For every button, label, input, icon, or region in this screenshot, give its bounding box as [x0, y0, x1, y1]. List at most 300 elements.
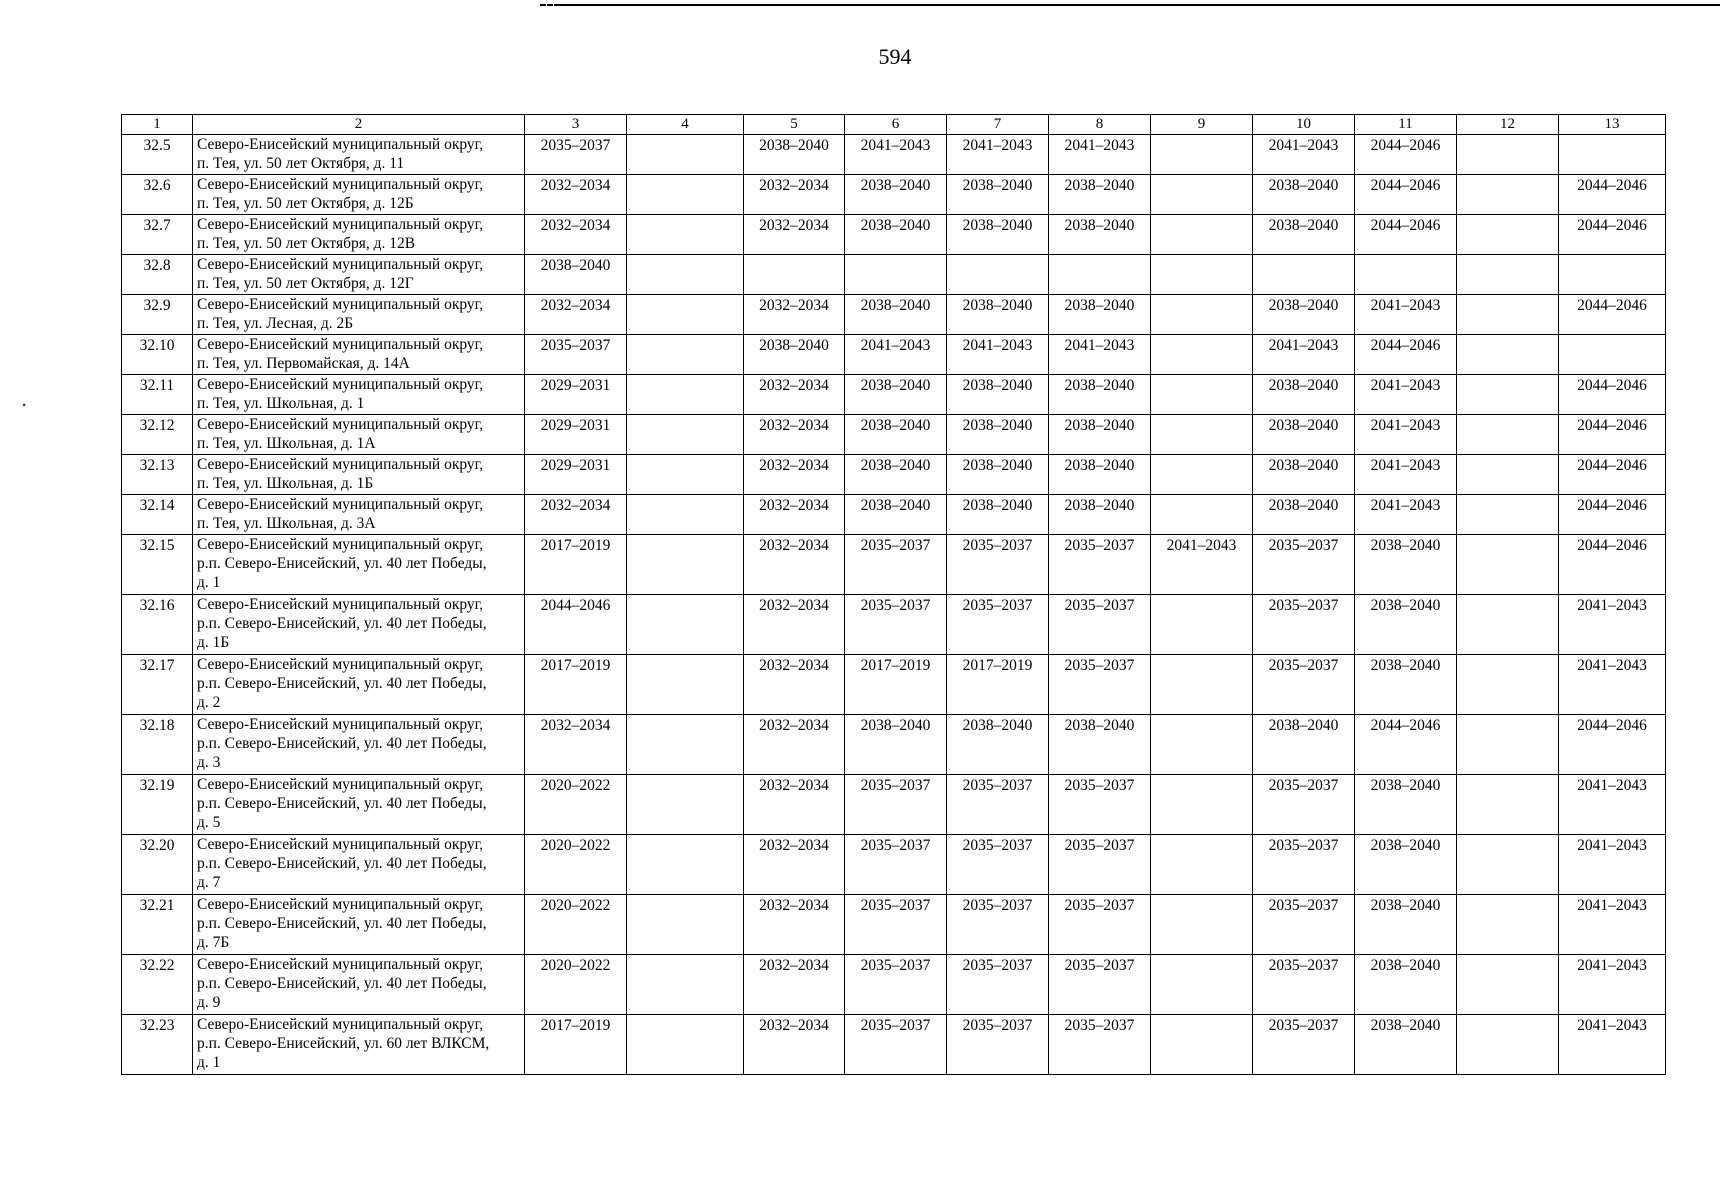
address-cell — [193, 375, 525, 415]
address-line: Северо-Енисейский муниципальный округ, — [197, 836, 484, 853]
address-line: Северо-Енисейский муниципальный округ, — [197, 136, 484, 153]
period-cell-c12 — [1457, 335, 1559, 375]
period-cell-c9 — [1151, 135, 1253, 175]
period-cell-c10: 2038–2040 — [1253, 295, 1355, 335]
period-cell-c13: 2041–2043 — [1559, 955, 1666, 1015]
period-cell-c8: 2035–2037 — [1049, 1015, 1151, 1075]
period-cell-c5: 2032–2034 — [744, 215, 845, 255]
period-cell-c3: 2035–2037 — [525, 335, 627, 375]
address-line: п. Тея, ул. 50 лет Октября, д. 12Г — [197, 275, 414, 292]
period-cell-c13: 2044–2046 — [1559, 215, 1666, 255]
row-number: 32.17 — [122, 655, 193, 715]
period-cell-c8: 2035–2037 — [1049, 655, 1151, 715]
period-cell-c6 — [845, 255, 947, 295]
table-row — [122, 135, 1666, 175]
address-line: р.п. Северо-Енисейский, ул. 40 лет Победы, — [197, 915, 487, 932]
period-cell-c11: 2038–2040 — [1355, 895, 1457, 955]
period-cell-c13: 2044–2046 — [1559, 295, 1666, 335]
address-line: р.п. Северо-Енисейский, ул. 40 лет Победы, — [197, 615, 487, 632]
period-cell-c3: 2020–2022 — [525, 775, 627, 835]
period-cell-c11: 2038–2040 — [1355, 655, 1457, 715]
period-cell-c4 — [627, 495, 744, 535]
period-cell-c4 — [627, 455, 744, 495]
period-cell-c10: 2035–2037 — [1253, 655, 1355, 715]
period-cell-c10: 2035–2037 — [1253, 955, 1355, 1015]
row-number: 32.22 — [122, 955, 193, 1015]
period-cell-c12 — [1457, 375, 1559, 415]
address-line: р.п. Северо-Енисейский, ул. 40 лет Победы, — [197, 735, 487, 752]
period-cell-c10: 2038–2040 — [1253, 415, 1355, 455]
address-line: д. 1 — [197, 1054, 221, 1071]
address-line: Северо-Енисейский муниципальный округ, — [197, 896, 484, 913]
period-cell-c8: 2041–2043 — [1049, 335, 1151, 375]
row-number: 32.7 — [122, 215, 193, 255]
period-cell-c13: 2041–2043 — [1559, 835, 1666, 895]
table-body — [122, 135, 1666, 1075]
period-cell-c6: 2035–2037 — [845, 955, 947, 1015]
period-cell-c6: 2038–2040 — [845, 295, 947, 335]
period-cell-c13 — [1559, 255, 1666, 295]
period-cell-c12 — [1457, 895, 1559, 955]
row-number: 32.16 — [122, 595, 193, 655]
period-cell-c3: 2020–2022 — [525, 835, 627, 895]
address-line: Северо-Енисейский муниципальный округ, — [197, 596, 484, 613]
address-line: п. Тея, ул. Школьная, д. 3А — [197, 515, 376, 532]
period-cell-c11: 2041–2043 — [1355, 455, 1457, 495]
row-number: 32.5 — [122, 135, 193, 175]
period-cell-c6: 2038–2040 — [845, 415, 947, 455]
table-row — [122, 215, 1666, 255]
period-cell-c8: 2038–2040 — [1049, 495, 1151, 535]
address-cell — [193, 775, 525, 835]
period-cell-c13: 2041–2043 — [1559, 895, 1666, 955]
table-row — [122, 595, 1666, 655]
period-cell-c7: 2038–2040 — [947, 175, 1049, 215]
period-cell-c8: 2038–2040 — [1049, 215, 1151, 255]
period-cell-c12 — [1457, 655, 1559, 715]
address-cell — [193, 1015, 525, 1075]
period-cell-c6: 2035–2037 — [845, 1015, 947, 1075]
address-line: п. Тея, ул. Школьная, д. 1А — [197, 435, 376, 452]
address-line: д. 1 — [197, 574, 221, 591]
row-number: 32.14 — [122, 495, 193, 535]
period-cell-c9 — [1151, 835, 1253, 895]
address-cell — [193, 215, 525, 255]
period-cell-c7: 2038–2040 — [947, 215, 1049, 255]
address-line: п. Тея, ул. Школьная, д. 1 — [197, 395, 365, 412]
period-cell-c3: 2032–2034 — [525, 295, 627, 335]
period-cell-c10: 2038–2040 — [1253, 455, 1355, 495]
period-cell-c4 — [627, 175, 744, 215]
period-cell-c5: 2032–2034 — [744, 375, 845, 415]
period-cell-c5: 2032–2034 — [744, 715, 845, 775]
period-cell-c8: 2038–2040 — [1049, 375, 1151, 415]
period-cell-c6: 2038–2040 — [845, 215, 947, 255]
table-row — [122, 415, 1666, 455]
column-header: 10 — [1253, 115, 1355, 135]
period-cell-c4 — [627, 595, 744, 655]
period-cell-c10: 2035–2037 — [1253, 1015, 1355, 1075]
period-cell-c5: 2032–2034 — [744, 295, 845, 335]
table-row — [122, 375, 1666, 415]
address-line: п. Тея, ул. 50 лет Октября, д. 11 — [197, 155, 405, 172]
period-cell-c3: 2032–2034 — [525, 715, 627, 775]
period-cell-c8: 2038–2040 — [1049, 715, 1151, 775]
period-cell-c10: 2035–2037 — [1253, 775, 1355, 835]
row-number: 32.6 — [122, 175, 193, 215]
period-cell-c5: 2032–2034 — [744, 175, 845, 215]
period-cell-c6: 2038–2040 — [845, 175, 947, 215]
period-cell-c9 — [1151, 595, 1253, 655]
period-cell-c11: 2041–2043 — [1355, 295, 1457, 335]
period-cell-c3: 2035–2037 — [525, 135, 627, 175]
address-line: Северо-Енисейский муниципальный округ, — [197, 416, 484, 433]
period-cell-c4 — [627, 955, 744, 1015]
period-cell-c6: 2035–2037 — [845, 535, 947, 595]
period-cell-c12 — [1457, 135, 1559, 175]
address-line: Северо-Енисейский муниципальный округ, — [197, 656, 484, 673]
table-row — [122, 295, 1666, 335]
period-cell-c10 — [1253, 255, 1355, 295]
period-cell-c12 — [1457, 255, 1559, 295]
period-cell-c6: 2038–2040 — [845, 375, 947, 415]
address-cell — [193, 955, 525, 1015]
address-line: Северо-Енисейский муниципальный округ, — [197, 176, 484, 193]
period-cell-c5: 2032–2034 — [744, 835, 845, 895]
period-cell-c12 — [1457, 175, 1559, 215]
period-cell-c4 — [627, 335, 744, 375]
address-line: Северо-Енисейский муниципальный округ, — [197, 776, 484, 793]
period-cell-c6: 2035–2037 — [845, 895, 947, 955]
table-row — [122, 535, 1666, 595]
period-cell-c7: 2035–2037 — [947, 955, 1049, 1015]
period-cell-c13: 2044–2046 — [1559, 375, 1666, 415]
row-number: 32.8 — [122, 255, 193, 295]
period-cell-c7: 2038–2040 — [947, 295, 1049, 335]
period-cell-c6: 2017–2019 — [845, 655, 947, 715]
period-cell-c7: 2038–2040 — [947, 455, 1049, 495]
period-cell-c4 — [627, 375, 744, 415]
address-cell — [193, 715, 525, 775]
period-cell-c13: 2041–2043 — [1559, 1015, 1666, 1075]
period-cell-c8: 2041–2043 — [1049, 135, 1151, 175]
table-row — [122, 895, 1666, 955]
address-line: Северо-Енисейский муниципальный округ, — [197, 456, 484, 473]
address-line: Северо-Енисейский муниципальный округ, — [197, 216, 484, 233]
period-cell-c9 — [1151, 455, 1253, 495]
address-line: р.п. Северо-Енисейский, ул. 40 лет Победы, — [197, 855, 487, 872]
row-number: 32.23 — [122, 1015, 193, 1075]
period-cell-c12 — [1457, 455, 1559, 495]
period-cell-c7: 2041–2043 — [947, 335, 1049, 375]
table-row — [122, 655, 1666, 715]
period-cell-c9 — [1151, 255, 1253, 295]
period-cell-c12 — [1457, 495, 1559, 535]
address-cell — [193, 135, 525, 175]
table-row — [122, 335, 1666, 375]
period-cell-c4 — [627, 415, 744, 455]
period-cell-c9 — [1151, 495, 1253, 535]
period-cell-c11: 2044–2046 — [1355, 215, 1457, 255]
period-cell-c4 — [627, 535, 744, 595]
table-row — [122, 955, 1666, 1015]
period-cell-c5: 2038–2040 — [744, 335, 845, 375]
period-cell-c7: 2038–2040 — [947, 415, 1049, 455]
period-cell-c5: 2032–2034 — [744, 775, 845, 835]
address-line: д. 7Б — [197, 934, 230, 951]
address-line: Северо-Енисейский муниципальный округ, — [197, 336, 484, 353]
period-cell-c13: 2041–2043 — [1559, 595, 1666, 655]
period-cell-c9 — [1151, 295, 1253, 335]
period-cell-c12 — [1457, 775, 1559, 835]
address-line: Северо-Енисейский муниципальный округ, — [197, 296, 484, 313]
row-number: 32.9 — [122, 295, 193, 335]
column-header: 6 — [845, 115, 947, 135]
address-line: д. 5 — [197, 814, 221, 831]
period-cell-c4 — [627, 135, 744, 175]
table-row — [122, 715, 1666, 775]
address-cell — [193, 175, 525, 215]
column-header: 5 — [744, 115, 845, 135]
period-cell-c10: 2035–2037 — [1253, 895, 1355, 955]
period-cell-c9 — [1151, 375, 1253, 415]
row-number: 32.11 — [122, 375, 193, 415]
period-cell-c9 — [1151, 895, 1253, 955]
column-header: 12 — [1457, 115, 1559, 135]
period-cell-c7: 2038–2040 — [947, 715, 1049, 775]
address-cell — [193, 255, 525, 295]
period-cell-c13: 2044–2046 — [1559, 715, 1666, 775]
column-header: 8 — [1049, 115, 1151, 135]
period-cell-c8: 2035–2037 — [1049, 955, 1151, 1015]
period-cell-c3: 2017–2019 — [525, 1015, 627, 1075]
period-cell-c5: 2032–2034 — [744, 655, 845, 715]
address-line: д. 7 — [197, 874, 221, 891]
table-row — [122, 175, 1666, 215]
table-row — [122, 775, 1666, 835]
period-cell-c11: 2041–2043 — [1355, 375, 1457, 415]
address-line: Северо-Енисейский муниципальный округ, — [197, 956, 484, 973]
period-cell-c11 — [1355, 255, 1457, 295]
period-cell-c4 — [627, 215, 744, 255]
period-cell-c11: 2038–2040 — [1355, 595, 1457, 655]
period-cell-c8: 2038–2040 — [1049, 175, 1151, 215]
period-cell-c8 — [1049, 255, 1151, 295]
period-cell-c4 — [627, 775, 744, 835]
period-cell-c9 — [1151, 1015, 1253, 1075]
period-cell-c10: 2035–2037 — [1253, 835, 1355, 895]
address-cell — [193, 335, 525, 375]
table-row — [122, 495, 1666, 535]
period-cell-c5: 2032–2034 — [744, 1015, 845, 1075]
column-header: 11 — [1355, 115, 1457, 135]
address-line: д. 9 — [197, 994, 221, 1011]
period-cell-c9 — [1151, 415, 1253, 455]
period-cell-c7: 2017–2019 — [947, 655, 1049, 715]
period-cell-c9 — [1151, 335, 1253, 375]
period-cell-c4 — [627, 895, 744, 955]
period-cell-c6: 2041–2043 — [845, 135, 947, 175]
period-cell-c8: 2035–2037 — [1049, 775, 1151, 835]
schedule-table — [121, 114, 1666, 1075]
period-cell-c7: 2038–2040 — [947, 375, 1049, 415]
period-cell-c13: 2044–2046 — [1559, 535, 1666, 595]
period-cell-c9 — [1151, 775, 1253, 835]
period-cell-c13 — [1559, 135, 1666, 175]
period-cell-c11: 2044–2046 — [1355, 715, 1457, 775]
period-cell-c11: 2038–2040 — [1355, 1015, 1457, 1075]
period-cell-c11: 2041–2043 — [1355, 415, 1457, 455]
column-header: 3 — [525, 115, 627, 135]
address-line: п. Тея, ул. Школьная, д. 1Б — [197, 475, 374, 492]
period-cell-c11: 2044–2046 — [1355, 135, 1457, 175]
period-cell-c7: 2035–2037 — [947, 775, 1049, 835]
period-cell-c6: 2041–2043 — [845, 335, 947, 375]
period-cell-c10: 2035–2037 — [1253, 595, 1355, 655]
address-line: р.п. Северо-Енисейский, ул. 40 лет Победы, — [197, 555, 487, 572]
address-line: р.п. Северо-Енисейский, ул. 40 лет Победы, — [197, 795, 487, 812]
period-cell-c10: 2038–2040 — [1253, 215, 1355, 255]
period-cell-c12 — [1457, 295, 1559, 335]
period-cell-c3: 2032–2034 — [525, 215, 627, 255]
period-cell-c13: 2041–2043 — [1559, 655, 1666, 715]
period-cell-c3: 2038–2040 — [525, 255, 627, 295]
period-cell-c9 — [1151, 955, 1253, 1015]
period-cell-c6: 2035–2037 — [845, 595, 947, 655]
address-line: п. Тея, ул. Первомайская, д. 14А — [197, 355, 410, 372]
address-cell — [193, 655, 525, 715]
period-cell-c8: 2035–2037 — [1049, 595, 1151, 655]
period-cell-c11: 2044–2046 — [1355, 335, 1457, 375]
period-cell-c12 — [1457, 835, 1559, 895]
address-line: р.п. Северо-Енисейский, ул. 40 лет Победы, — [197, 975, 487, 992]
period-cell-c12 — [1457, 215, 1559, 255]
period-cell-c4 — [627, 655, 744, 715]
period-cell-c11: 2038–2040 — [1355, 835, 1457, 895]
address-cell — [193, 895, 525, 955]
period-cell-c7: 2038–2040 — [947, 495, 1049, 535]
column-header: 13 — [1559, 115, 1666, 135]
address-cell — [193, 595, 525, 655]
period-cell-c10: 2038–2040 — [1253, 175, 1355, 215]
table-row — [122, 835, 1666, 895]
period-cell-c9: 2041–2043 — [1151, 535, 1253, 595]
period-cell-c4 — [627, 1015, 744, 1075]
address-line: п. Тея, ул. 50 лет Октября, д. 12В — [197, 235, 416, 252]
period-cell-c5: 2032–2034 — [744, 495, 845, 535]
period-cell-c6: 2035–2037 — [845, 835, 947, 895]
period-cell-c4 — [627, 835, 744, 895]
address-line: Северо-Енисейский муниципальный округ, — [197, 536, 484, 553]
address-cell — [193, 415, 525, 455]
row-number: 32.19 — [122, 775, 193, 835]
address-line: Северо-Енисейский муниципальный округ, — [197, 496, 484, 513]
row-number: 32.20 — [122, 835, 193, 895]
period-cell-c12 — [1457, 715, 1559, 775]
period-cell-c7: 2035–2037 — [947, 595, 1049, 655]
period-cell-c3: 2017–2019 — [525, 655, 627, 715]
period-cell-c7: 2035–2037 — [947, 535, 1049, 595]
address-line: д. 2 — [197, 694, 221, 711]
address-line: Северо-Енисейский муниципальный округ, — [197, 376, 484, 393]
period-cell-c12 — [1457, 955, 1559, 1015]
period-cell-c11: 2044–2046 — [1355, 175, 1457, 215]
row-number: 32.13 — [122, 455, 193, 495]
column-header: 4 — [627, 115, 744, 135]
address-cell — [193, 535, 525, 595]
period-cell-c11: 2038–2040 — [1355, 955, 1457, 1015]
period-cell-c12 — [1457, 415, 1559, 455]
period-cell-c3: 2020–2022 — [525, 895, 627, 955]
period-cell-c6: 2035–2037 — [845, 775, 947, 835]
period-cell-c12 — [1457, 595, 1559, 655]
period-cell-c10: 2038–2040 — [1253, 495, 1355, 535]
table-row — [122, 455, 1666, 495]
period-cell-c9 — [1151, 655, 1253, 715]
period-cell-c13: 2044–2046 — [1559, 175, 1666, 215]
table-row — [122, 1015, 1666, 1075]
row-number: 32.10 — [122, 335, 193, 375]
period-cell-c6: 2038–2040 — [845, 495, 947, 535]
period-cell-c5: 2032–2034 — [744, 455, 845, 495]
address-cell — [193, 455, 525, 495]
period-cell-c8: 2038–2040 — [1049, 415, 1151, 455]
period-cell-c13: 2044–2046 — [1559, 415, 1666, 455]
top-rule — [560, 4, 1720, 6]
period-cell-c3: 2032–2034 — [525, 495, 627, 535]
period-cell-c10: 2041–2043 — [1253, 335, 1355, 375]
period-cell-c6: 2038–2040 — [845, 455, 947, 495]
period-cell-c5 — [744, 255, 845, 295]
period-cell-c11: 2038–2040 — [1355, 775, 1457, 835]
period-cell-c8: 2038–2040 — [1049, 455, 1151, 495]
period-cell-c12 — [1457, 535, 1559, 595]
period-cell-c10: 2041–2043 — [1253, 135, 1355, 175]
period-cell-c8: 2038–2040 — [1049, 295, 1151, 335]
period-cell-c9 — [1151, 215, 1253, 255]
period-cell-c5: 2038–2040 — [744, 135, 845, 175]
period-cell-c5: 2032–2034 — [744, 895, 845, 955]
address-cell — [193, 495, 525, 535]
address-line: Северо-Енисейский муниципальный округ, — [197, 1016, 484, 1033]
row-number: 32.12 — [122, 415, 193, 455]
period-cell-c10: 2035–2037 — [1253, 535, 1355, 595]
column-header: 1 — [122, 115, 193, 135]
address-line: р.п. Северо-Енисейский, ул. 60 лет ВЛКСМ, — [197, 1035, 490, 1052]
period-cell-c11: 2038–2040 — [1355, 535, 1457, 595]
top-rule-dashed — [540, 4, 560, 6]
period-cell-c5: 2032–2034 — [744, 535, 845, 595]
column-header: 7 — [947, 115, 1049, 135]
period-cell-c4 — [627, 295, 744, 335]
row-number: 32.21 — [122, 895, 193, 955]
address-line: Северо-Енисейский муниципальный округ, — [197, 256, 484, 273]
address-line: Северо-Енисейский муниципальный округ, — [197, 716, 484, 733]
period-cell-c5: 2032–2034 — [744, 595, 845, 655]
address-line: д. 1Б — [197, 634, 230, 651]
period-cell-c3: 2017–2019 — [525, 535, 627, 595]
scan-speck: • — [22, 398, 27, 412]
period-cell-c6: 2038–2040 — [845, 715, 947, 775]
period-cell-c3: 2029–2031 — [525, 415, 627, 455]
period-cell-c8: 2035–2037 — [1049, 835, 1151, 895]
period-cell-c12 — [1457, 1015, 1559, 1075]
period-cell-c3: 2020–2022 — [525, 955, 627, 1015]
period-cell-c13: 2044–2046 — [1559, 455, 1666, 495]
column-header: 2 — [193, 115, 525, 135]
period-cell-c4 — [627, 255, 744, 295]
address-cell — [193, 835, 525, 895]
